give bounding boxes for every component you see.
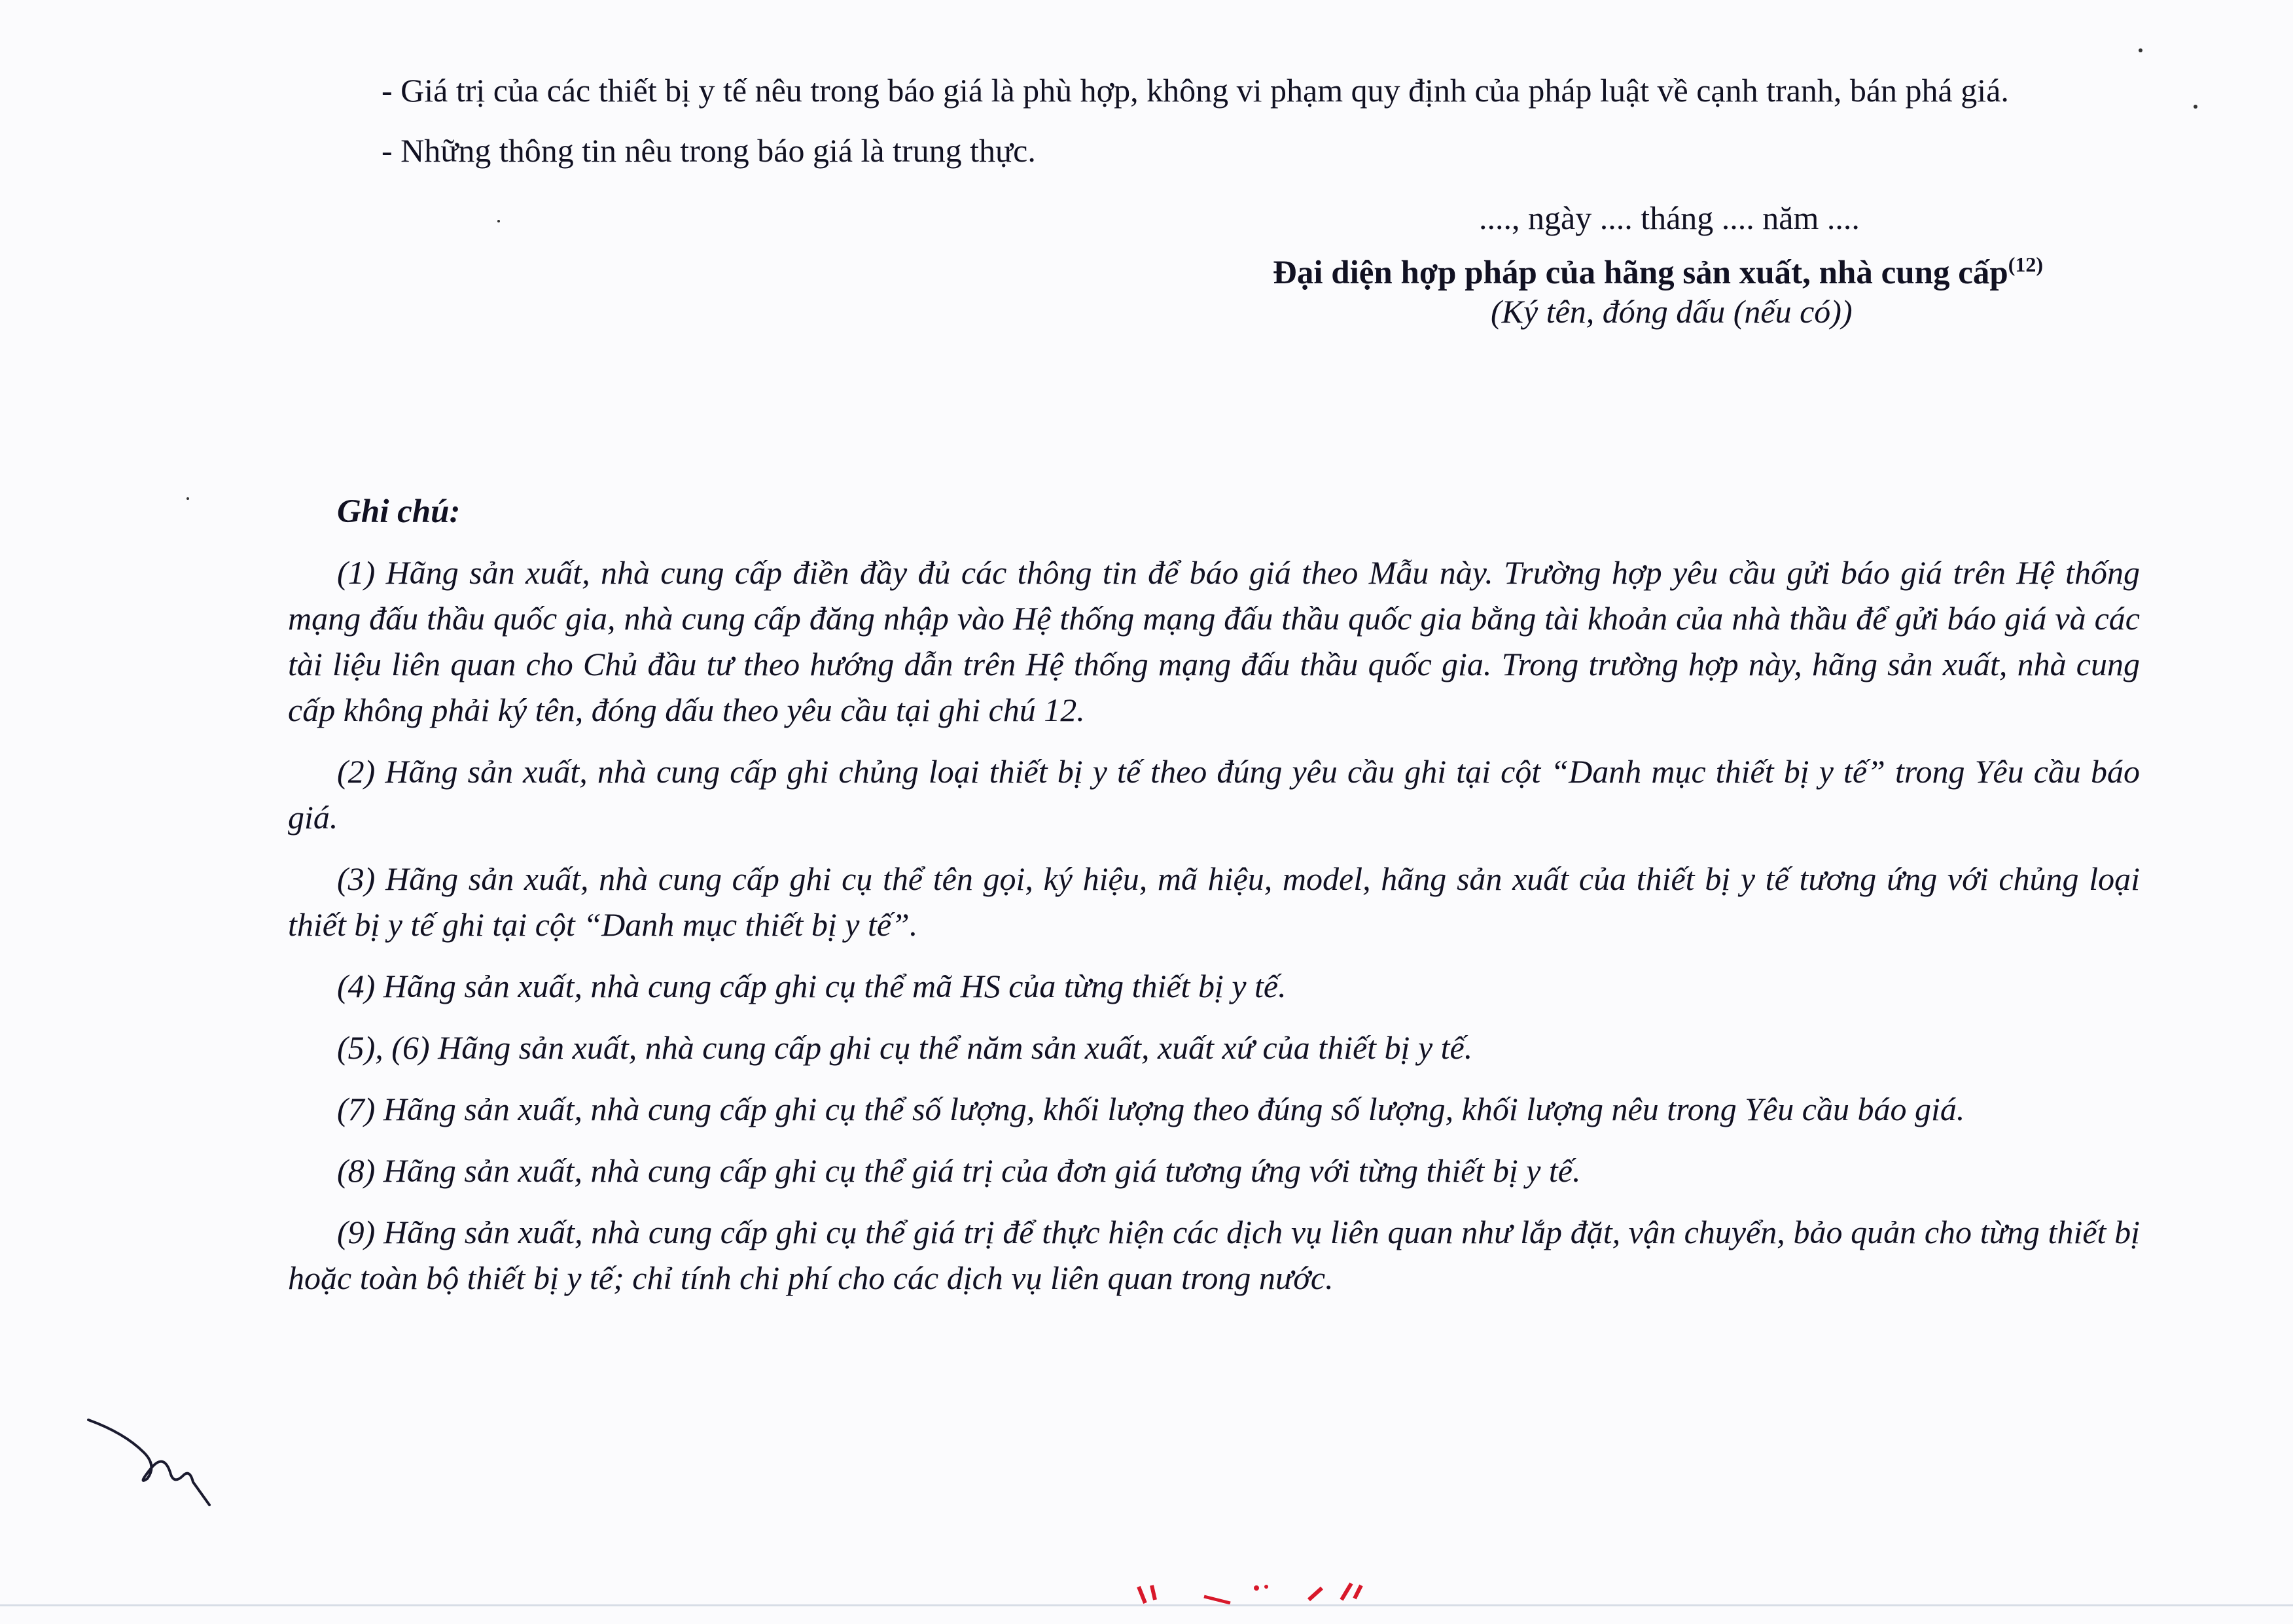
scan-speck [2194,105,2197,109]
scan-speck [497,220,500,222]
scan-speck [2139,48,2142,52]
note-item-9: (9) Hãng sản xuất, nhà cung cấp ghi cụ thể giá trị để thực hiện các dịch vụ liên quan như lắp đặt, vận chuyển, bảo quản cho từng thiết bị hoặc toàn bộ thiết bị y tế; chỉ tính chi phí cho các dịch vụ liên quan trong nước. [288,1214,2140,1296]
note-item-1: (1) Hãng sản xuất, nhà cung cấp điền đầy đủ các thông tin để báo giá theo Mẫu này. Trường hợp yêu cầu gửi báo giá trên Hệ thống mạng đấu thầu quốc gia, nhà cung cấp đăng nhập vào Hệ thống mạng đấu thầu quốc gia bằng tài khoản của nhà thầu để gửi báo giá và các tài liệu liên quan cho Chủ đầu tư theo hướng dẫn trên Hệ thống mạng đấu thầu quốc gia. Trong trường hợp này, hãng sản xuất, nhà cung cấp không phải ký tên, đóng dấu theo yêu cầu tại ghi chú 12. [288,554,2140,728]
signature-instruction: (Ký tên, đóng dấu (nếu có)) [1491,293,1853,330]
note-item-7: (7) Hãng sản xuất, nhà cung cấp ghi cụ thể số lượng, khối lượng theo đúng số lượng, khối lượng nêu trong Yêu cầu báo giá. [337,1091,1965,1127]
signature-title-footnote: (12) [2008,253,2044,276]
note-item-8: (8) Hãng sản xuất, nhà cung cấp ghi cụ thể giá trị của đơn giá tương ứng với từng thiết bị y tế. [337,1152,1581,1189]
red-seal-fragment [1126,1580,1387,1606]
page-bottom-edge [0,1604,2293,1606]
note-item-3: (3) Hãng sản xuất, nhà cung cấp ghi cụ thể tên gọi, ký hiệu, mã hiệu, model, hãng sản xuất của thiết bị y tế tương ứng với chủng loại thiết bị y tế ghi tại cột “Danh mục thiết bị y tế”. [288,860,2140,943]
signature-date-line: ...., ngày .... tháng .... năm .... [1479,200,1860,236]
note-item-5-6: (5), (6) Hãng sản xuất, nhà cung cấp ghi cụ thể năm sản xuất, xuất xứ của thiết bị y tế. [337,1029,1473,1066]
initials-signature-mark [85,1407,216,1511]
signature-title-text: Đại diện hợp pháp của hãng sản xuất, nhà cung cấp [1273,255,2008,291]
commitment-line-2: - Những thông tin nêu trong báo giá là trung thực. [382,132,1036,169]
notes-heading: Ghi chú: [337,493,461,530]
note-item-4: (4) Hãng sản xuất, nhà cung cấp ghi cụ thể mã HS của từng thiết bị y tế. [337,968,1287,1004]
notes-list [288,550,2140,1316]
commitment-line-1: - Giá trị của các thiết bị y tế nêu trong báo giá là phù hợp, không vi phạm quy định của pháp luật về cạnh tranh, bán phá giá. [382,72,2009,109]
note-item-2: (2) Hãng sản xuất, nhà cung cấp ghi chủng loại thiết bị y tế theo đúng yêu cầu ghi tại cột “Danh mục thiết bị y tế” trong Yêu cầu báo giá. [288,753,2140,836]
signature-title [1273,245,2043,292]
scan-speck [187,497,189,500]
